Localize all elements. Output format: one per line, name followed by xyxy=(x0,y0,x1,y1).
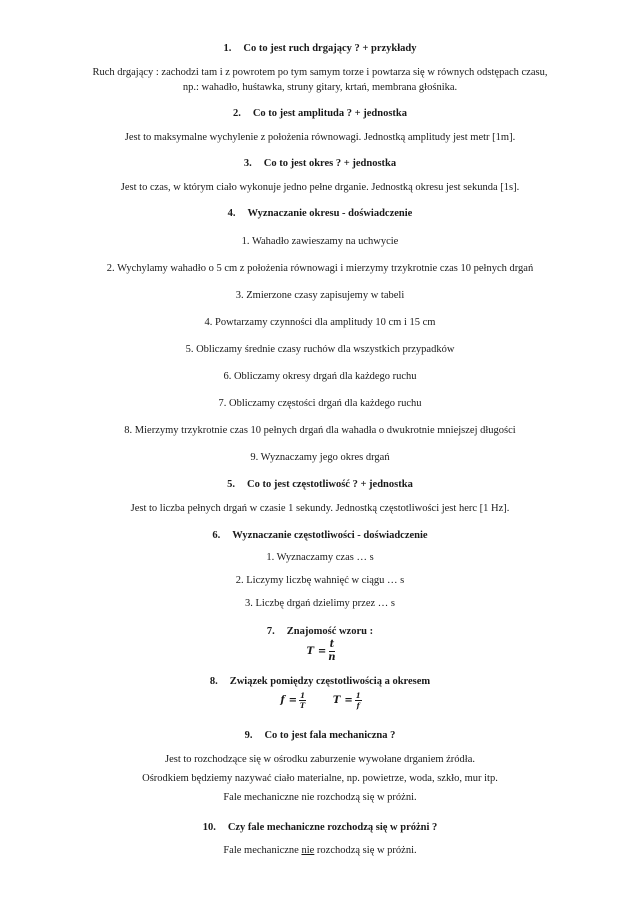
formula-period: T = $\frac{t}{n}$ xyxy=(306,639,336,663)
heading-7: 7. Znajomość wzoru : xyxy=(266,626,374,637)
heading-8: 8. Związek pomiędzy częstotliwością a okresem xyxy=(209,676,431,687)
s4-step: 9. Wyznaczamy jego okres drgań xyxy=(250,452,390,463)
fraction: $\frac{1}{T}$ xyxy=(299,691,306,710)
formula-frequency-period: f = $\frac{1}{T}$ T = $\frac{1}{f}$ xyxy=(280,691,361,710)
heading-1: 1. Co to jest ruch drgający ? + przykłady xyxy=(223,43,417,54)
heading-3: 3. Co to jest okres ? + jednostka xyxy=(243,158,397,169)
s9-paragraph-line-2: Ośrodkiem będziemy nazywać ciało materialne, np. powietrze, woda, szkło, mur itp. xyxy=(142,773,498,784)
fraction: $\frac{t}{n}$ xyxy=(328,639,336,663)
s4-step: 1. Wahadło zawieszamy na uchwycie xyxy=(241,236,399,247)
s4-step: 6. Obliczamy okresy drgań dla każdego ruchu xyxy=(223,371,417,382)
s9-paragraph-line-1: Jest to rozchodzące się w ośrodku zaburzenie wywołane drganiem źródła. xyxy=(164,754,476,765)
s1-paragraph-line-1: Ruch drgający : zachodzi tam i z powrotem po tym samym torze i powtarza się w równych odstępach czasu, xyxy=(92,67,548,78)
s3-paragraph: Jest to czas, w którym ciało wykonuje jedno pełne drganie. Jednostką okresu jest sekunda [1s]. xyxy=(120,182,520,193)
heading-4: 4. Wyznaczanie okresu - doświadczenie xyxy=(227,208,413,219)
heading-2: 2. Co to jest amplituda ? + jednostka xyxy=(232,108,408,119)
s4-step: 3. Zmierzone czasy zapisujemy w tabeli xyxy=(235,290,405,301)
s4-step: 8. Mierzymy trzykrotnie czas 10 pełnych drgań dla wahadła o dwukrotnie mniejszej długości xyxy=(124,425,516,436)
s5-paragraph: Jest to liczba pełnych drgań w czasie 1 sekundy. Jednostką częstotliwości jest herc [1 Hz]. xyxy=(130,503,510,514)
s6-step: 1. Wyznaczamy czas … s xyxy=(266,552,374,563)
s4-step: 5. Obliczamy średnie czasy ruchów dla wszystkich przypadków xyxy=(185,344,455,355)
heading-9: 9. Co to jest fala mechaniczna ? xyxy=(244,730,396,741)
heading-10: 10. Czy fale mechaniczne rozchodzą się w próżni ? xyxy=(202,822,438,833)
s10-answer: Fale mechaniczne nie rozchodzą się w próżni. xyxy=(223,845,417,856)
s9-paragraph-line-3: Fale mechaniczne nie rozchodzą się w próżni. xyxy=(223,792,417,803)
fraction: $\frac{1}{f}$ xyxy=(355,691,361,710)
s4-step: 4. Powtarzamy czynności dla amplitudy 10 cm i 15 cm xyxy=(204,317,436,328)
s4-step: 2. Wychylamy wahadło o 5 cm z położenia równowagi i mierzymy trzykrotnie czas 10 pełnych drgań xyxy=(106,263,534,274)
heading-6: 6. Wyznaczanie częstotliwości - doświadczenie xyxy=(212,530,428,541)
s6-step: 3. Liczbę drgań dzielimy przez … s xyxy=(245,598,395,609)
heading-5: 5. Co to jest częstotliwość ? + jednostka xyxy=(227,479,413,490)
s2-paragraph: Jest to maksymalne wychylenie z położenia równowagi. Jednostką amplitudy jest metr [1m]. xyxy=(124,132,516,143)
s1-paragraph-line-2: np.: wahadło, huśtawka, struny gitary, krtań, membrana głośnika. xyxy=(182,82,458,93)
s6-step: 2. Liczymy liczbę wahnięć w ciągu … s xyxy=(235,575,405,586)
s4-step: 7. Obliczamy częstości drgań dla każdego ruchu xyxy=(218,398,422,409)
